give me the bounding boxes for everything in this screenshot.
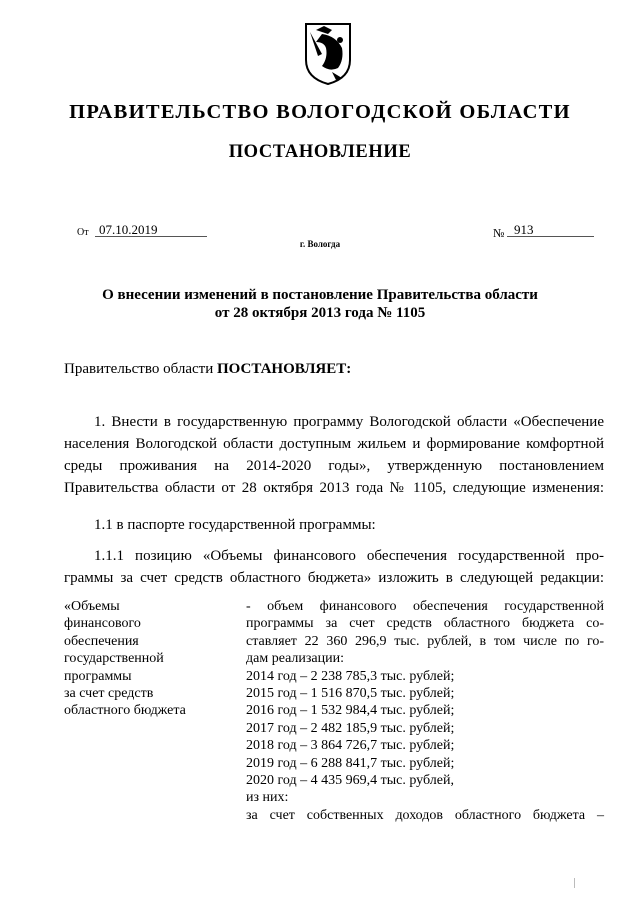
paragraph-1-line: населения Вологодской области доступным жильем и формирование комфортной xyxy=(64,436,604,452)
left-cell-line: программы xyxy=(64,668,132,684)
right-cell-line: ставляет 22 360 296,9 тыс. рублей, в том числе по го- xyxy=(246,633,604,649)
right-cell-line: дам реализации: xyxy=(246,651,345,667)
document-date: 07.10.2019 xyxy=(99,222,158,237)
right-cell-line: программы за счет средств областного бюджета со- xyxy=(246,616,604,632)
year-amount-row: 2017 год – 2 482 185,9 тыс. рублей; xyxy=(246,720,455,736)
paragraph-1-1-1 xyxy=(64,545,604,589)
right-cell-line: - объем финансового обеспечения государственной xyxy=(246,599,604,614)
document-type: ПОСТАНОВЛЕНИЕ xyxy=(228,142,412,162)
left-cell-line: за счет средств xyxy=(64,686,154,702)
table-left-cell xyxy=(64,598,244,720)
number-underline xyxy=(507,236,594,237)
subject-line-2: от 28 октября 2013 года № 1105 xyxy=(214,305,426,321)
document-subject xyxy=(0,286,640,322)
paragraph-1-line: Правительства области от 28 октября 2013 года № 1105, следующие изменения: xyxy=(64,480,604,496)
left-cell-line: финансового xyxy=(64,616,141,632)
year-amount-row: 2015 год – 1 516 870,5 тыс. рублей; xyxy=(246,686,455,702)
number-label: № xyxy=(493,226,505,240)
left-cell-line: «Объемы xyxy=(64,599,120,614)
of-them-label: из них: xyxy=(246,790,289,806)
paragraph-1-line: 1. Внести в государственную программу Вологодской области «Обеспечение xyxy=(94,414,604,430)
left-cell-line: областного бюджета xyxy=(64,703,186,719)
year-amount-row: 2014 год – 2 238 785,3 тыс. рублей; xyxy=(246,668,455,684)
right-cell-last-line: за счет собственных доходов областного бюджета – xyxy=(246,807,604,823)
subject-line-1: О внесении изменений в постановление Правительства области xyxy=(102,287,538,303)
document-city: г. Вологда xyxy=(299,239,341,249)
paragraph-1-1-1-line: 1.1.1 позицию «Объемы финансового обеспечения государственной про- xyxy=(94,548,604,564)
paragraph-1 xyxy=(64,411,604,499)
left-cell-line: обеспечения xyxy=(64,633,139,649)
resolves-keyword: ПОСТАНОВЛЯЕТ: xyxy=(216,361,352,377)
left-cell-line: государственной xyxy=(64,651,164,667)
paragraph-1-1-1-line: граммы за счет средств областного бюджета» изложить в следующей редакции: xyxy=(64,570,604,586)
resolves-prefix: Правительство области xyxy=(64,361,217,377)
date-underline xyxy=(95,236,207,237)
year-amount-row: 2019 год – 6 288 841,7 тыс. рублей; xyxy=(246,755,455,771)
organization-title: ПРАВИТЕЛЬСТВО ВОЛОГОДСКОЙ ОБЛАСТИ xyxy=(69,101,571,123)
paragraph-1-1: 1.1 в паспорте государственной программы: xyxy=(94,517,376,533)
paragraph-1-line: среды проживания на 2014-2020 годы», утвержденную постановлением xyxy=(64,458,604,474)
scan-mark xyxy=(574,878,575,888)
year-amount-row: 2020 год – 4 435 969,4 тыс. рублей, xyxy=(246,773,454,789)
year-amount-row: 2016 год – 1 532 984,4 тыс. рублей; xyxy=(246,703,455,719)
document-number: 913 xyxy=(514,222,534,237)
resolves-line xyxy=(64,358,604,380)
table-right-cell xyxy=(246,598,604,824)
year-amount-row: 2018 год – 3 864 726,7 тыс. рублей; xyxy=(246,738,455,754)
date-label: От xyxy=(77,227,89,238)
vologda-coat-of-arms-icon xyxy=(302,20,354,86)
